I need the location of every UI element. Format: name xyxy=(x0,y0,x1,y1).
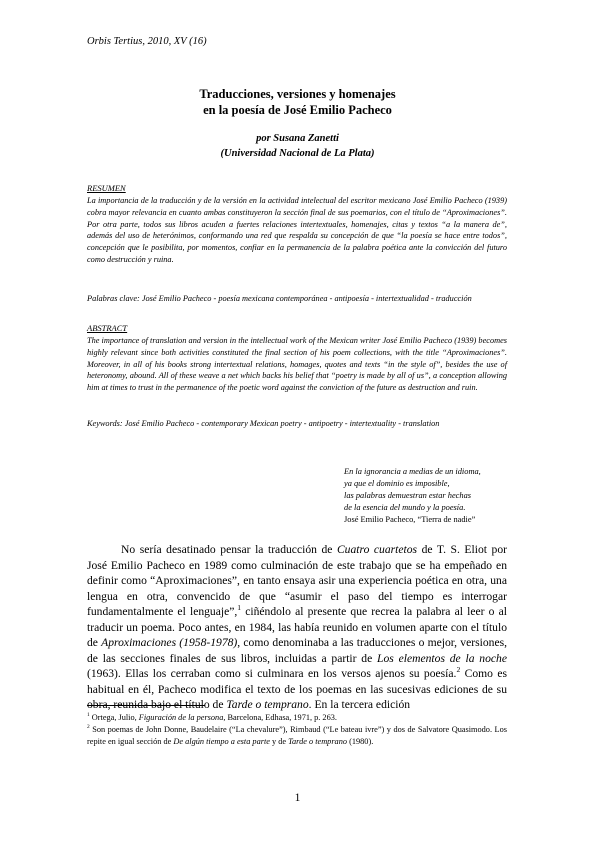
abstract-label: ABSTRACT xyxy=(87,323,128,333)
epigraph xyxy=(344,466,524,526)
page-number: 1 xyxy=(294,792,301,804)
footnote-divider xyxy=(87,705,205,706)
author-name: por Susana Zanetti xyxy=(256,133,339,144)
footnote-1: $^1$ Ortega, Julio, Figuración de la persona, Barcelona, Edhasa, 1971, p. 263. xyxy=(87,712,337,722)
epigraph-line: las palabras demuestran estar hechas xyxy=(344,491,472,500)
body-paragraph: No sería desatinado pensar la traducción de Cuatro cuartetos de T. S. Eliot por José Emilio Pacheco en 1989 como culminación de este trabajo que se ha empeñado en definir como “Aproximaciones”, en tanto ensaya asir una experiencia poética en otra, una lengua en otra, convencido de que “asumir el paso del tiempo es interrogar fundamentalmente el lenguaje”,$^1$ ciñéndolo al presente que recrea la palabra al leer o al traducir un poema. Poco antes, en 1984, las había reunido en volumen aparte con el título de Aproximaciones (1958-1978), como denominaba a las traducciones o mejor, versiones, de las secciones finales de sus libros, incluidas a partir de Los elementos de la noche (1963). Ellas los cerraban como si culminara en los versos ajenos su poesía.$^2$ Como es habitual en él, Pacheco modifica el texto de los poemas en las sucesivas ediciones de su obra, reunida bajo el título de Tarde o temprano. En la tercera edición xyxy=(87,543,507,711)
article-title-line-2: en la poesía de José Emilio Pacheco xyxy=(203,103,392,117)
epigraph-line: ya que el dominio es imposible, xyxy=(344,479,450,488)
epigraph-line: de la esencia del mundo y la poesía. xyxy=(344,503,466,512)
article-title-line-1: Traducciones, versiones y homenajes xyxy=(199,87,396,101)
resumen-label: RESUMEN xyxy=(87,183,126,193)
epigraph-line: En la ignorancia a medias de un idioma, xyxy=(344,467,481,476)
footnote-ref-1[interactable]: 1 xyxy=(237,603,242,613)
abstract-text: The importance of translation and version in the intellectual work of the Mexican writer José Emilio Pacheco (1939) becomes highly relevant since both activities constituted the final section of his poem collections, with the title “Aproximaciones”. Moreover, in all of his books strong intertextual relations, homages, quotes and texts “in the style of”, besides the use of heteronomy, abound. All of these weave a net which backs his belief that “poetry is made by all of us”, a conception allowing him at times to trust in the permanence of the poetic word against the conviction of the future as destruction and ruin. xyxy=(87,336,507,393)
author-affiliation: (Universidad Nacional de La Plata) xyxy=(220,148,375,159)
journal-header: Orbis Tertius, 2010, XV (16) xyxy=(87,36,207,47)
footnote-2: $^2$ Son poemas de John Donne, Baudelaire (“La chevalure”), Rimbaud (“Le bateau ivre”) y dos de Salvatore Quasimodo. Los repite en igual sección de De algún tiempo a esta parte y de Tarde o temprano (1980). xyxy=(87,724,507,746)
resumen-text: La importancia de la traducción y de la versión en la actividad intelectual del escritor mexicano José Emilio Pacheco (1939) cobra mayor relevancia en cuanto ambas constituyeron la sección final de sus poemarios, con el título de “Aproximaciones”. Por otra parte, todos sus libros acuden a fuertes relaciones intertextuales, homenajes, citas y textos “a la manera de”, además del uso de heterónimos, conformando una red que respalda su concepción de que “la poesía se hace entre todos”, concepción que le posibilita, por momentos, confiar en la permanencia de la palabra poética ante la convicción del futuro como destrucción y ruina. xyxy=(87,196,507,264)
abstract-keywords: Keywords: José Emilio Pacheco - contemporary Mexican poetry - antipoetry - intertextuality - translation xyxy=(87,419,440,428)
footnote-ref-2[interactable]: 2 xyxy=(456,665,461,675)
epigraph-source: José Emilio Pacheco, “Tierra de nadie” xyxy=(344,515,476,524)
resumen-keywords: Palabras clave: José Emilio Pacheco - poesía mexicana contemporánea - antipoesía - intertextualidad - traducción xyxy=(87,294,472,303)
